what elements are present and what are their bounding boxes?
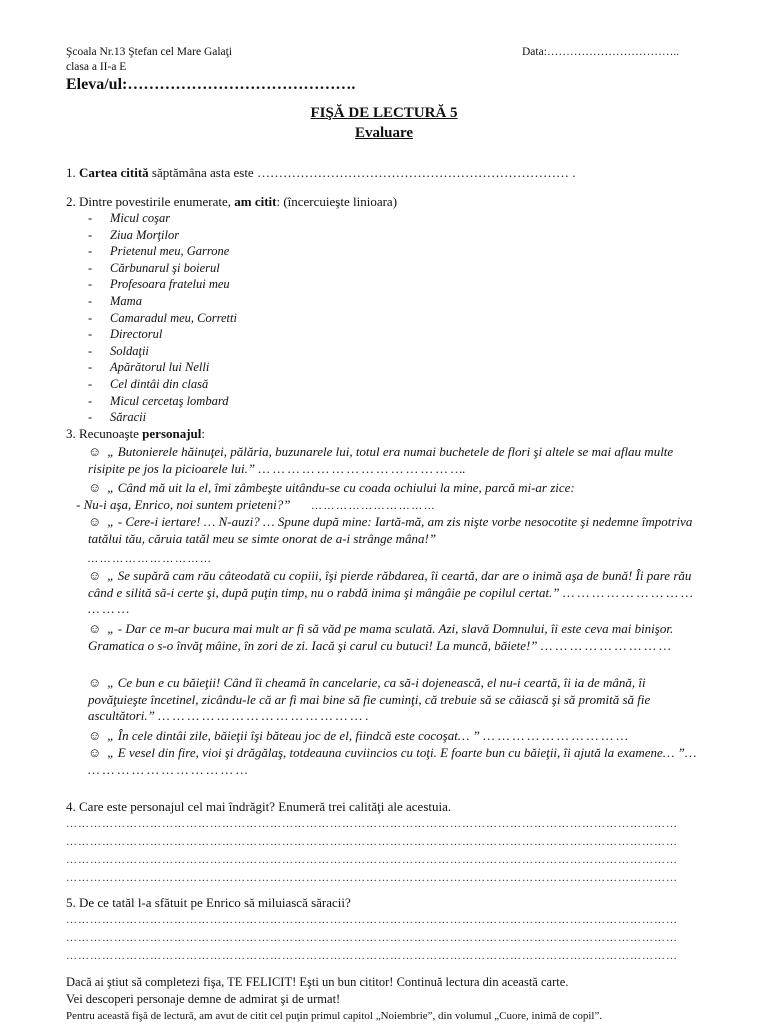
smiley-icon: ☺	[88, 568, 102, 583]
question-1-bold: Cartea citită	[79, 165, 149, 180]
list-item[interactable]: - Cărbunarul şi boierul	[88, 260, 220, 275]
smiley-icon: ☺	[88, 745, 102, 760]
answer-line[interactable]: ………………………………………………………………………………………………………………………………………	[66, 836, 678, 848]
quote-6: ☺ „ Ce bun e cu băieţii! Când îi cheamă în cancelarie, ca să-i dojenească, el nu-i ceartă, îi ia de mână, îi povăţuieşte încetinel, zicându-le că ar fi mai bine să fie cuminţi, că trebuie să se căiască şi să promită să fie ascultători.” … … … … … … … … … … … … … … .	[88, 675, 651, 724]
date-field[interactable]: Data:……………………………..	[522, 46, 680, 58]
quote-8: ☺ „ E vesel din fire, vioi şi drăgălaş, totdeauna cuviincios cu toţi. E foarte bun cu băieţii, îi ajută la examene… ”… … … … … … … … … … … …	[88, 745, 697, 777]
story-list	[88, 210, 237, 426]
quote-1: ☺ „ Butonierele hăinuţei, pălăria, buzunarele lui, totul era numai buchetele de flori şi altele se mai aflau multe risipite pe jos la picioarele lui.” … … … … … … … … … … … … … ….	[88, 444, 674, 476]
list-item[interactable]: - Ziua Morţilor	[88, 227, 180, 242]
question-5: 5. De ce tatăl l-a sfătuit pe Enrico să miluiască săracii?	[66, 895, 351, 910]
quote-7: ☺ „ În cele dintâi zile, băieţii îşi băteau joc de el, fiindcă este cocoşat… ” … … … … … … … … … …	[88, 728, 628, 743]
page-subtitle: Evaluare	[354, 125, 414, 141]
smiley-icon: ☺	[88, 514, 102, 529]
question-3-prefix: 3. Recunoaşte	[66, 426, 139, 441]
list-item[interactable]: - Soldaţii	[88, 343, 149, 358]
page-title: FIŞĂ DE LECTURĂ 5	[310, 105, 458, 121]
answer-line[interactable]: ………………………………………………………………………………………………………………………………………	[66, 818, 678, 830]
class-name: clasa a II-a E	[66, 61, 127, 73]
list-item[interactable]: - Cel dintâi din clasă	[88, 376, 209, 391]
question-2-prefix: 2. Dintre povestirile enumerate,	[66, 194, 231, 209]
list-item[interactable]: - Micul coşar	[88, 211, 171, 225]
list-item[interactable]: - Camaradul meu, Corretti	[88, 310, 237, 325]
list-item[interactable]: - Micul cercetaş lombard	[88, 393, 229, 408]
list-item[interactable]: - Profesoara fratelui meu	[88, 277, 230, 292]
question-4: 4. Care este personajul cel mai îndrăgit? Enumeră trei calităţi ale acestuia.	[66, 799, 452, 814]
answer-line[interactable]: ………………………………………………………………………………………………………………………………………	[66, 914, 678, 926]
question-1-number: 1.	[66, 165, 76, 180]
answer-line[interactable]: ………………………………………………………………………………………………………………………………………	[66, 854, 678, 866]
list-item[interactable]: - Mama	[88, 293, 142, 308]
question-3-bold: personajul	[142, 426, 202, 441]
congrats-line-2: Vei descoperi personaje demne de admirat şi de urmat!	[66, 992, 341, 1006]
answer-dots[interactable]: … … … … … … … … … …	[311, 500, 435, 512]
question-1-text[interactable]: săptămâna asta este ……………………………………………………………… .	[151, 165, 576, 180]
school-name: Şcoala Nr.13 Ştefan cel Mare Galaţi	[66, 46, 233, 58]
question-2-bold: am citit	[234, 194, 277, 209]
question-1	[66, 165, 575, 181]
list-item[interactable]: - Directorul	[88, 327, 163, 342]
question-3	[66, 426, 205, 442]
quote-4: ☺ „ Se supără cam rău câteodată cu copiii, îşi pierde răbdarea, îi ceartă, dar are o inimă aşa de bună! Îi pare rău când e silită să-i certe şi, după puţin timp, nu o rabdă inima şi mângâie pe copilul certat.” … … … … … … … … … … … …	[88, 568, 693, 617]
smiley-icon: ☺	[88, 621, 102, 636]
smiley-icon: ☺	[88, 675, 102, 690]
answer-dots[interactable]: … … … … … … … … … …	[88, 553, 211, 565]
student-name-field[interactable]: Eleva/ul:…………………………………….	[66, 76, 356, 93]
quote-2: ☺ „ Când mă uit la el, îmi zâmbeşte uitându-se cu coada ochiului la mine, parcă mi-ar zice:	[88, 480, 575, 495]
answer-line[interactable]: ………………………………………………………………………………………………………………………………………	[66, 872, 678, 884]
smiley-icon: ☺	[88, 444, 102, 459]
answer-line[interactable]: ………………………………………………………………………………………………………………………………………	[66, 932, 678, 944]
reading-note: Pentru această fişă de lectură, am avut de citit cel puţin primul capitol „Noiembrie”, din volumul „Cuore, inimă de copil”.	[66, 1010, 603, 1022]
smiley-icon: ☺	[88, 480, 102, 495]
question-3-suffix: :	[201, 426, 206, 441]
answer-line[interactable]: ………………………………………………………………………………………………………………………………………	[66, 950, 678, 962]
question-2-suffix: : (încercuieşte linioara)	[276, 194, 398, 209]
question-2	[66, 194, 397, 210]
quote-3: ☺ „ - Cere-i iertare! … N-auzi? … Spune după mine: Iartă-mă, am zis nişte vorbe nesocotite şi nedemne împotriva tatălui tău, căruia tatăl meu se simte onorat de a-i strânge mâna!”	[88, 514, 693, 546]
quote-5: ☺ „ - Dar ce m-ar bucura mai mult ar fi să văd pe mama sculată. Azi, slavă Domnului, îi este ceva mai binişor. Gramatica o s-o învăţ mâine, în zori de zi. Iacă şi carul cu butuci! La muncă, băiete!” … … … … … … … … …	[88, 621, 674, 653]
congrats-line-1: Dacă ai ştiut să completezi fişa, TE FELICIT! Eşti un bun cititor! Continuă lectura din această carte.	[66, 975, 569, 989]
list-item[interactable]: - Apărătorul lui Nelli	[88, 360, 210, 375]
smiley-icon: ☺	[88, 728, 102, 743]
list-item[interactable]: - Prietenul meu, Garrone	[88, 244, 230, 259]
list-item[interactable]: - Săracii	[88, 410, 147, 425]
quote-2-reply: - Nu-i aşa, Enrico, noi suntem prieteni?” … … … … … … … … … …	[76, 497, 435, 512]
